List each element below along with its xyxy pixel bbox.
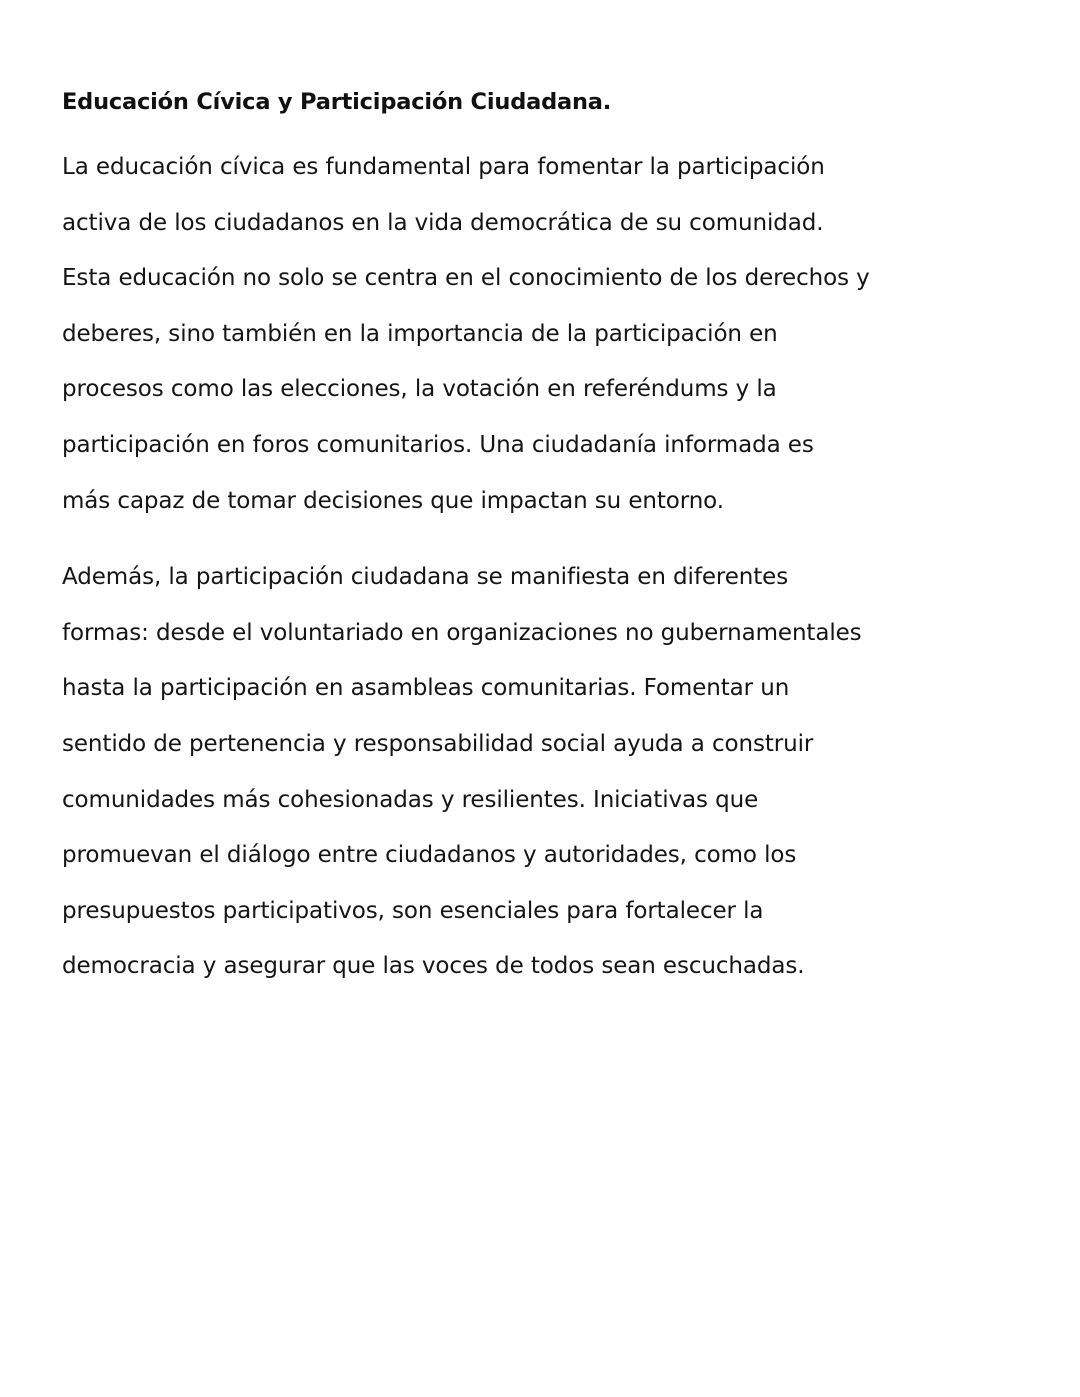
paragraph-line: más capaz de tomar decisiones que impactan su entorno. — [62, 487, 724, 514]
paragraph-line: sentido de pertenencia y responsabilidad social ayuda a construir — [62, 730, 814, 757]
paragraph-line: democracia y asegurar que las voces de todos sean escuchadas. — [62, 953, 805, 980]
paragraph-line: La educación cívica es fundamental para fomentar la participación — [62, 154, 825, 180]
paragraph-line: Esta educación no solo se centra en el conocimiento de los derechos y — [62, 265, 870, 292]
paragraph-2 — [62, 550, 962, 995]
paragraph-line: hasta la participación en asambleas comunitarias. Fomentar un — [62, 675, 790, 702]
paragraph-line: procesos como las elecciones, la votación en referéndums y la — [62, 376, 777, 403]
paragraph-line: deberes, sino también en la importancia de la participación en — [62, 320, 778, 347]
paragraph-line: presupuestos participativos, son esenciales para fortalecer la — [62, 897, 764, 924]
paragraph-line: participación en foros comunitarios. Una ciudadanía informada es — [62, 431, 814, 458]
paragraph-line: promuevan el diálogo entre ciudadanos y autoridades, como los — [62, 842, 797, 869]
paragraph-line: comunidades más cohesionadas y resilientes. Iniciativas que — [62, 786, 759, 813]
paragraph-line: formas: desde el voluntariado en organizaciones no gubernamentales — [62, 619, 862, 646]
document-title: Educación Cívica y Participación Ciudadana. — [62, 89, 612, 115]
paragraph-line: Además, la participación ciudadana se manifiesta en diferentes — [62, 564, 789, 591]
paragraph-1 — [62, 140, 962, 529]
paragraph-line: activa de los ciudadanos en la vida democrática de su comunidad. — [62, 209, 824, 236]
document-body — [62, 84, 962, 995]
